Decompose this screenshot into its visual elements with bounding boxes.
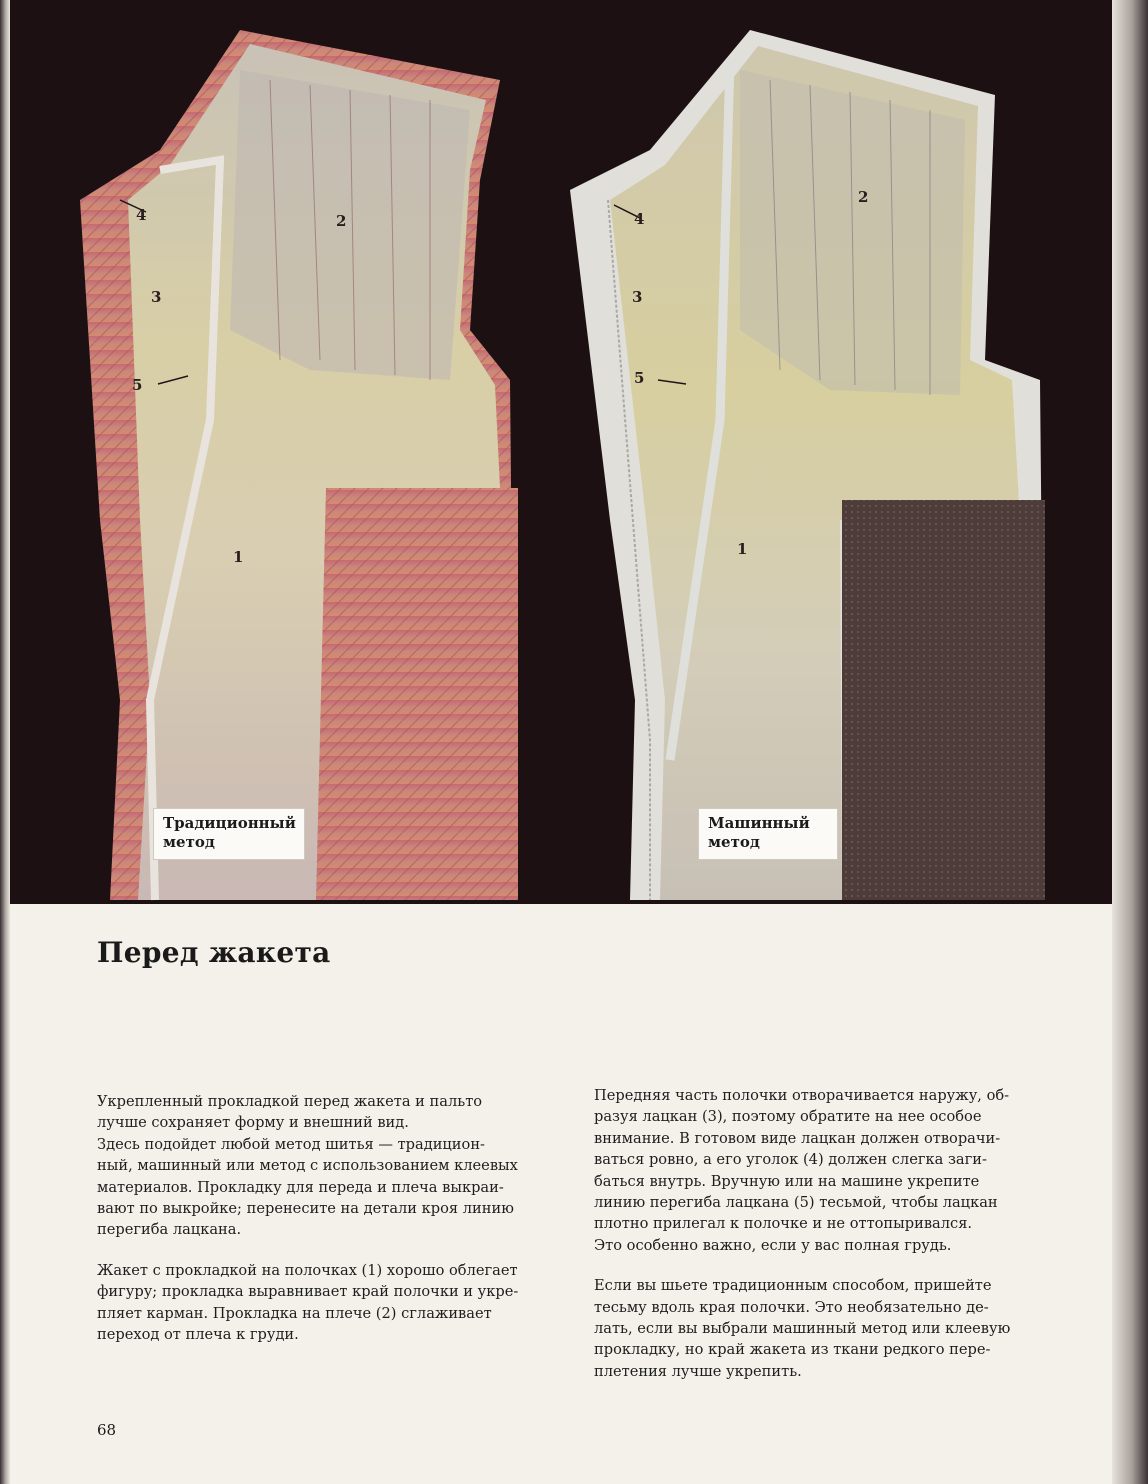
callout-1-traditional: 1	[233, 548, 244, 566]
callout-4-machine: 4	[634, 210, 645, 228]
jacket-illustration	[10, 0, 1112, 904]
paragraph: Жакет с прокладкой на полочках (1) хорошо облегает фигуру; прокладка выравнивает край полочки и укре- пляет карман. Прокладка на плече (2) сглаживает переход от плеча к груди.	[97, 1261, 519, 1344]
caption-traditional-method: Традиционный метод	[153, 808, 305, 860]
right-text-column	[594, 1085, 1044, 1401]
jacket-front-photo	[10, 0, 1112, 904]
left-text-column	[97, 1091, 547, 1364]
callout-2-machine: 2	[858, 188, 869, 206]
callout-4-traditional: 4	[136, 206, 147, 224]
page-heading: Перед жакета	[97, 936, 331, 969]
callout-1-machine: 1	[737, 540, 748, 558]
caption-machine-method: Машинный метод	[698, 808, 838, 860]
machine-lower-panel	[842, 500, 1045, 900]
callout-3-traditional: 3	[151, 288, 162, 306]
page-number: 68	[97, 1421, 117, 1439]
traditional-lower-panel	[326, 488, 518, 900]
callout-5-traditional: 5	[132, 376, 143, 394]
paragraph: Передняя часть полочки отворачивается наружу, об- разуя лацкан (3), поэтому обратите на нее особое внимание. В готовом виде лацкан должен отворачи- ваться ровно, а его уголок (4) должен слегка заги- баться внутрь. Вручную или на машине укрепите линию перегиба лацкана (5) тесьмой, чтобы лацкан плотно прилегал к полочке и не оттопыривался. Это особенно важно, если у вас полная грудь.	[594, 1087, 1010, 1254]
paragraph: Если вы шьете традиционным способом, пришейте тесьму вдоль края полочки. Это необязательно де- лать, если вы выбрали машинный метод или клеевую прокладку, но край жакета из ткани редкого пере- плетения лучше укрепить.	[594, 1277, 1011, 1380]
paragraph: Укрепленный прокладкой перед жакета и пальто лучше сохраняет форму и внешний вид. Здесь подойдет любой метод шитья — традицион- ный, машинный или метод с использованием клеевых материалов. Прокладку для переда и плеча выкраи- вают по выкройке; перенесите на детали кроя линию перегиба лацкана.	[97, 1093, 518, 1239]
page-gutter-left	[0, 0, 10, 1484]
callout-3-machine: 3	[632, 288, 643, 306]
callout-5-machine: 5	[634, 369, 645, 387]
callout-2-traditional: 2	[336, 212, 347, 230]
page-gutter-right	[1112, 0, 1148, 1484]
